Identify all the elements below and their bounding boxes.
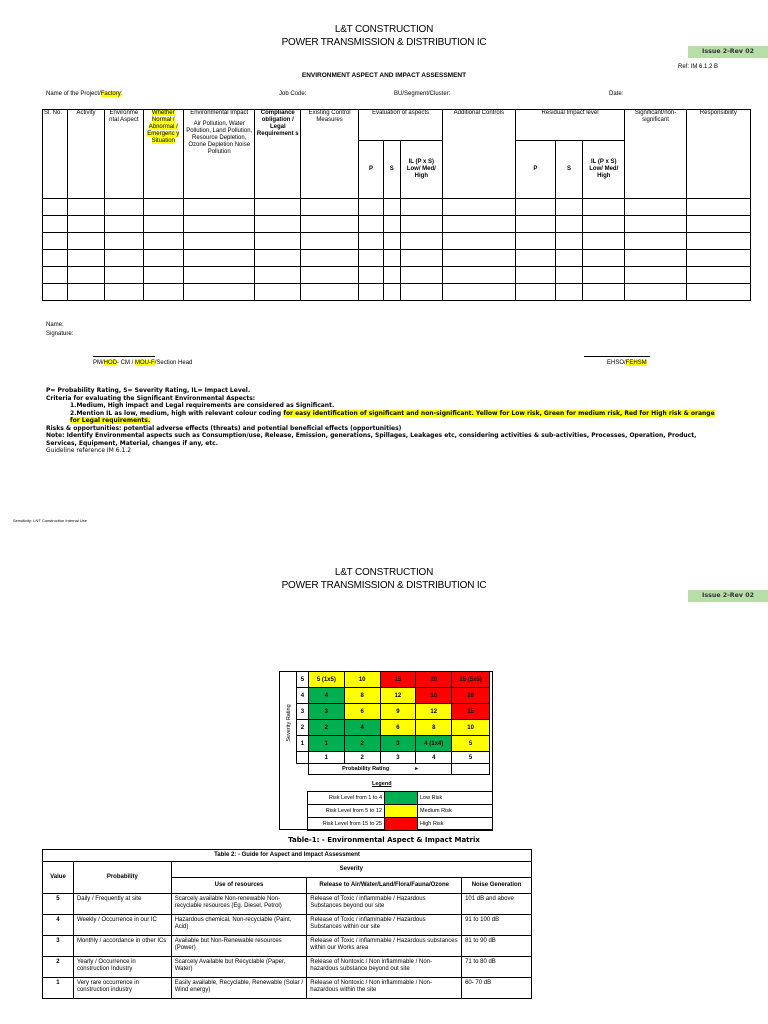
header-additional-controls: Additional Controls	[443, 110, 516, 199]
blank-row	[43, 233, 751, 250]
blank-cell	[105, 216, 143, 233]
header-responsibility: Responsibility	[686, 110, 750, 199]
blank-cell	[183, 250, 255, 267]
blank-cell	[686, 284, 750, 301]
guide-cell-r: Release of Nontoxic / Non inflammable / Non-hazardous substance beyond out site	[307, 957, 462, 978]
blank-cell	[443, 284, 516, 301]
header-evaluation: Evaluation of aspects	[359, 110, 443, 141]
blank-cell	[105, 267, 143, 284]
probability-5: 5	[452, 752, 490, 764]
header-residual-il: IL (P x S) Low/ Med/ High	[582, 141, 625, 199]
blank-cell	[384, 250, 401, 267]
matrix-cell: 15	[452, 704, 490, 720]
blank-cell	[582, 284, 625, 301]
assessment-table	[42, 109, 751, 301]
guide-header-release: Release to Air/Water/Land/Flora/Fauna/Ozone	[307, 878, 462, 894]
blank-cell	[400, 267, 443, 284]
risk-legend	[307, 791, 493, 831]
matrix-cell: 16	[416, 688, 452, 704]
blank-cell	[515, 250, 555, 267]
blank-cell	[359, 216, 384, 233]
blank-cell	[625, 233, 686, 250]
blank-row	[43, 284, 751, 301]
rating-legend: P= Probability Rating, S= Severity Rating, IL= Impact Level.	[46, 387, 251, 394]
blank-cell	[686, 216, 750, 233]
blank-cell	[384, 199, 401, 216]
header-impact: Environmental Impact Air Pollution, Water Pollution, Land Pollution, Resource Depletion, Ozone Depletion Noise Pollution	[183, 110, 255, 199]
blank-cell	[582, 199, 625, 216]
blank-cell	[443, 216, 516, 233]
signature-line-right	[584, 356, 650, 357]
guide-cell-r: Release of Toxic / inflammable / Hazardous substances within our Works area	[307, 936, 462, 957]
matrix-cell: 8	[344, 688, 380, 704]
guide-cell-u: Hazardous chemical, Non-recyclable (Paint, Acid)	[171, 915, 307, 936]
blank-cell	[515, 267, 555, 284]
severity-2: 2	[297, 720, 309, 736]
blank-cell	[143, 284, 183, 301]
guide-cell-r: Release of Toxic / inflammable / Hazardous Substances within our site	[307, 915, 462, 936]
guide-cell-n: 91 to 100 dB	[462, 915, 532, 936]
probability-4: 4	[416, 752, 452, 764]
prob-corner	[297, 752, 309, 764]
probability-3: 3	[380, 752, 416, 764]
table1-caption: Table-1: - Environmental Aspect & Impact Matrix	[288, 836, 480, 844]
blank-cell	[400, 199, 443, 216]
blank-cell	[255, 267, 301, 284]
header-residual-s: S	[556, 141, 583, 199]
blank-cell	[443, 267, 516, 284]
guide-header-value: Value	[43, 862, 74, 894]
blank-cell	[43, 267, 68, 284]
blank-cell	[67, 216, 104, 233]
division-name-2: POWER TRANSMISSION & DISTRIBUTION IC	[281, 580, 487, 591]
blank-cell	[301, 284, 359, 301]
blank-cell	[556, 216, 583, 233]
risks-note: Risks & opportunities: potential adverse effects (threats) and potential beneficial effects (opportunities)	[46, 424, 402, 432]
signature-line-left	[93, 356, 155, 357]
blank-cell	[686, 250, 750, 267]
matrix-cell: 4	[344, 720, 380, 736]
guide-cell-p: Daily / Frequently at site	[73, 894, 171, 915]
blank-cell	[43, 250, 68, 267]
legend-range: Risk Level from 15 to 25	[308, 818, 385, 831]
matrix-cell: 12	[380, 688, 416, 704]
blank-cell	[105, 250, 143, 267]
matrix-row	[297, 720, 490, 736]
legend-range: Risk Level from 5 to 12	[308, 805, 385, 818]
guide-cell-u: Scarcely available Non-renewable Non-recyclable resources (Eg. Diesel, Petrol)	[171, 894, 307, 915]
blank-cell	[625, 284, 686, 301]
issue-badge: Issue 2-Rev 02	[688, 46, 768, 58]
blank-cell	[582, 250, 625, 267]
probability-2: 2	[344, 752, 380, 764]
legend-label: Low Risk	[418, 792, 493, 805]
blank-cell	[556, 250, 583, 267]
matrix-row	[297, 688, 490, 704]
legend-label: High Risk	[418, 818, 493, 831]
blank-cell	[443, 233, 516, 250]
blank-cell	[400, 284, 443, 301]
legend-row	[308, 818, 493, 831]
blank-cell	[359, 284, 384, 301]
sensitivity-footer: Sensitivity: LNT Construction Internal Use	[13, 518, 87, 523]
blank-cell	[255, 284, 301, 301]
legend-swatch	[385, 818, 418, 831]
blank-cell	[143, 233, 183, 250]
blank-cell	[625, 199, 686, 216]
signatory-right: EHSO/FEHSM	[607, 360, 647, 366]
matrix-cell: 6	[344, 704, 380, 720]
blank-cell	[556, 199, 583, 216]
matrix-cell: 12	[416, 704, 452, 720]
matrix-cell: 4	[308, 688, 344, 704]
company-name-2: L&T CONSTRUCTION	[334, 567, 434, 578]
header-s: S	[384, 141, 401, 199]
blank-cell	[67, 199, 104, 216]
guide-cell-n: 60- 70 dB	[462, 978, 532, 999]
header-aspect: Environme ntal Aspect	[105, 110, 143, 199]
blank-cell	[556, 233, 583, 250]
blank-cell	[183, 284, 255, 301]
severity-5: 5	[297, 672, 309, 688]
guide-header-severity: Severity	[171, 862, 531, 878]
matrix-cell: 20	[452, 688, 490, 704]
matrix-cell: 3	[380, 736, 416, 752]
guide-cell-v: 1	[43, 978, 74, 999]
name-label: Name:	[46, 322, 64, 328]
blank-cell	[255, 233, 301, 250]
identify-note: Note: Identify Environmental aspects such as Consumption/use, Release, Emission, generations, Spillages, Leakages etc, considering activities & sub-activities, Processes, Operation, Product, Services, Equipment, Material, changes if any, etc.	[46, 432, 697, 447]
guide-cell-r: Release of Toxic / inflammable / Hazardous Substances beyond our site	[307, 894, 462, 915]
blank-row	[43, 250, 751, 267]
guide-cell-p: Very rare occurrence in construction industry	[73, 978, 171, 999]
blank-cell	[67, 267, 104, 284]
blank-cell	[43, 284, 68, 301]
risk-matrix	[296, 671, 490, 775]
probability-1: 1	[308, 752, 344, 764]
matrix-cell: 20	[416, 672, 452, 688]
blank-cell	[183, 199, 255, 216]
blank-cell	[255, 199, 301, 216]
blank-cell	[143, 199, 183, 216]
guide-header-probability: Probability	[73, 862, 171, 894]
blank-cell	[625, 216, 686, 233]
header-significant: Significant/non-significant	[625, 110, 686, 199]
blank-cell	[301, 250, 359, 267]
issue-badge-2: Issue 2-Rev 02	[688, 590, 768, 602]
guide-header-use: Use of resources	[171, 878, 307, 894]
blank-cell	[143, 250, 183, 267]
blank-cell	[183, 233, 255, 250]
bu-segment-label: BU/Segment/Cluster:	[394, 91, 451, 97]
blank-cell	[359, 250, 384, 267]
header-residual: Residual Impact level	[515, 110, 625, 141]
blank-cell	[686, 199, 750, 216]
guide-row	[43, 978, 532, 999]
signatory-left: PM/HOD- CM / MOU-F/Section Head	[93, 360, 193, 366]
blank-cell	[443, 250, 516, 267]
guide-cell-u: Available but Non-Renewable resources (Power)	[171, 936, 307, 957]
guideline-reference: Guideline reference IM 6.1.2	[46, 447, 132, 454]
blank-cell	[43, 216, 68, 233]
guide-cell-p: Weekly / Occurrence in our IC	[73, 915, 171, 936]
blank-cell	[359, 267, 384, 284]
blank-cell	[301, 216, 359, 233]
criteria-2: 2.Mention IL as low, medium, high with relevant colour coding for easy identification of significant and non-significant. Yellow for Low risk, Green for medium risk, Red for High risk & orange for Legal requirements.	[70, 409, 715, 424]
guide-cell-r: Release of Nontoxic / Non inflammable / Non-hazardous within the site	[307, 978, 462, 999]
legend-swatch	[385, 805, 418, 818]
matrix-cell: 3	[308, 704, 344, 720]
guide-cell-v: 4	[43, 915, 74, 936]
guide-row	[43, 936, 532, 957]
blank-cell	[359, 199, 384, 216]
guide-cell-n: 81 to 90 dB	[462, 936, 532, 957]
matrix-cell: 2	[344, 736, 380, 752]
blank-cell	[43, 233, 68, 250]
matrix-row	[297, 736, 490, 752]
guide-row	[43, 894, 532, 915]
guide-table-title: Table 2: - Guide for Aspect and Impact Assessment	[43, 850, 532, 862]
header-p: P	[359, 141, 384, 199]
signature-label: Signature:	[46, 331, 74, 337]
header-situation: Whether Normal / Abnormal / Emergenc y Situation	[143, 110, 183, 199]
severity-3: 3	[297, 704, 309, 720]
guide-cell-v: 2	[43, 957, 74, 978]
blank-cell	[183, 216, 255, 233]
blank-row	[43, 199, 751, 216]
matrix-cell: 2	[308, 720, 344, 736]
blank-cell	[183, 267, 255, 284]
blank-cell	[400, 216, 443, 233]
guide-cell-p: Monthly / accordance in other ICs	[73, 936, 171, 957]
guide-cell-v: 5	[43, 894, 74, 915]
severity-4: 4	[297, 688, 309, 704]
guide-row	[43, 915, 532, 936]
project-field-label: Name of the Project/Factory:	[46, 91, 123, 97]
blank-cell	[384, 284, 401, 301]
matrix-cell: 15	[380, 672, 416, 688]
blank-cell	[556, 284, 583, 301]
blank-cell	[359, 233, 384, 250]
blank-cell	[515, 216, 555, 233]
reference-number: Ref: IM 6.1.2 B	[678, 64, 719, 70]
header-il: IL (P x S) Low/ Med/ High	[400, 141, 443, 199]
blank-cell	[301, 199, 359, 216]
header-activity: Activity	[67, 110, 104, 199]
guide-cell-u: Scarcely Available but Recyclable (Paper, Water)	[171, 957, 307, 978]
blank-cell	[515, 233, 555, 250]
guide-row	[43, 957, 532, 978]
legend-range: Risk Level from 1 to 4	[308, 792, 385, 805]
blank-cell	[582, 267, 625, 284]
arrow-right-icon: ▸	[415, 766, 418, 772]
matrix-cell: 10	[344, 672, 380, 688]
matrix-cell: 6	[380, 720, 416, 736]
matrix-cell: 25 (5x5)	[452, 672, 490, 688]
header-compliance: Compliance obligation / Legal Requirement s	[255, 110, 301, 199]
blank-row	[43, 216, 751, 233]
blank-cell	[105, 199, 143, 216]
blank-cell	[686, 233, 750, 250]
blank-cell	[67, 250, 104, 267]
company-name: L&T CONSTRUCTION	[334, 24, 434, 35]
probability-axis-label: Probability Rating ▸	[308, 764, 451, 775]
matrix-cell: 5 (1x5)	[308, 672, 344, 688]
blank-cell	[556, 267, 583, 284]
matrix-cell: 4 (1x4)	[416, 736, 452, 752]
blank-row	[43, 267, 751, 284]
criteria-heading: Criteria for evaluating the Significant Environmental Aspects:	[46, 394, 256, 402]
header-existing-controls: Existing Control Measures	[301, 110, 359, 199]
blank-cell	[67, 284, 104, 301]
guide-cell-n: 71 to 80 dB	[462, 957, 532, 978]
guide-header-noise: Noise Generation	[462, 878, 532, 894]
blank-cell	[255, 250, 301, 267]
matrix-cell: 5	[452, 736, 490, 752]
blank-cell	[625, 267, 686, 284]
blank-cell	[105, 233, 143, 250]
guide-cell-p: Yearly / Occurrence in construction Industry	[73, 957, 171, 978]
header-residual-p: P	[515, 141, 555, 199]
blank-cell	[582, 216, 625, 233]
matrix-row	[297, 704, 490, 720]
blank-cell	[255, 216, 301, 233]
blank-cell	[625, 250, 686, 267]
matrix-cell: 1	[308, 736, 344, 752]
blank-cell	[400, 233, 443, 250]
blank-cell	[143, 267, 183, 284]
form-title: ENVIRONMENT ASPECT AND IMPACT ASSESSMENT	[301, 72, 467, 79]
notes-block	[46, 387, 726, 455]
blank-cell	[384, 216, 401, 233]
legend-row	[308, 792, 493, 805]
blank-cell	[301, 233, 359, 250]
blank-cell	[515, 284, 555, 301]
legend-title: Legend	[372, 781, 392, 787]
division-name: POWER TRANSMISSION & DISTRIBUTION IC	[281, 37, 487, 48]
blank-cell	[301, 267, 359, 284]
severity-1: 1	[297, 736, 309, 752]
blank-cell	[105, 284, 143, 301]
matrix-cell: 10	[452, 720, 490, 736]
legend-row	[308, 805, 493, 818]
legend-label: Medium Risk	[418, 805, 493, 818]
blank-cell	[515, 199, 555, 216]
severity-axis-label: Severity Rating	[286, 704, 292, 742]
guide-table	[42, 849, 532, 999]
date-label: Date:	[609, 91, 624, 97]
matrix-row	[297, 672, 490, 688]
matrix-cell: 9	[380, 704, 416, 720]
guide-cell-n: 101 dB and above	[462, 894, 532, 915]
blank-cell	[443, 199, 516, 216]
header-sl-no: Sl. No.	[43, 110, 68, 199]
criteria-1: 1.Medium, High impact and Legal requirements are considered as Significant.	[70, 402, 335, 409]
blank-cell	[686, 267, 750, 284]
blank-cell	[384, 233, 401, 250]
guide-cell-u: Easily available, Recyclable, Renewable (Solar / Wind energy)	[171, 978, 307, 999]
job-code-label: Job Code:	[279, 91, 307, 97]
blank-cell	[582, 233, 625, 250]
matrix-cell: 8	[416, 720, 452, 736]
blank-cell	[67, 233, 104, 250]
legend-swatch	[385, 792, 418, 805]
blank-cell	[143, 216, 183, 233]
blank-cell	[43, 199, 68, 216]
blank-cell	[384, 267, 401, 284]
blank-cell	[400, 250, 443, 267]
guide-cell-v: 3	[43, 936, 74, 957]
